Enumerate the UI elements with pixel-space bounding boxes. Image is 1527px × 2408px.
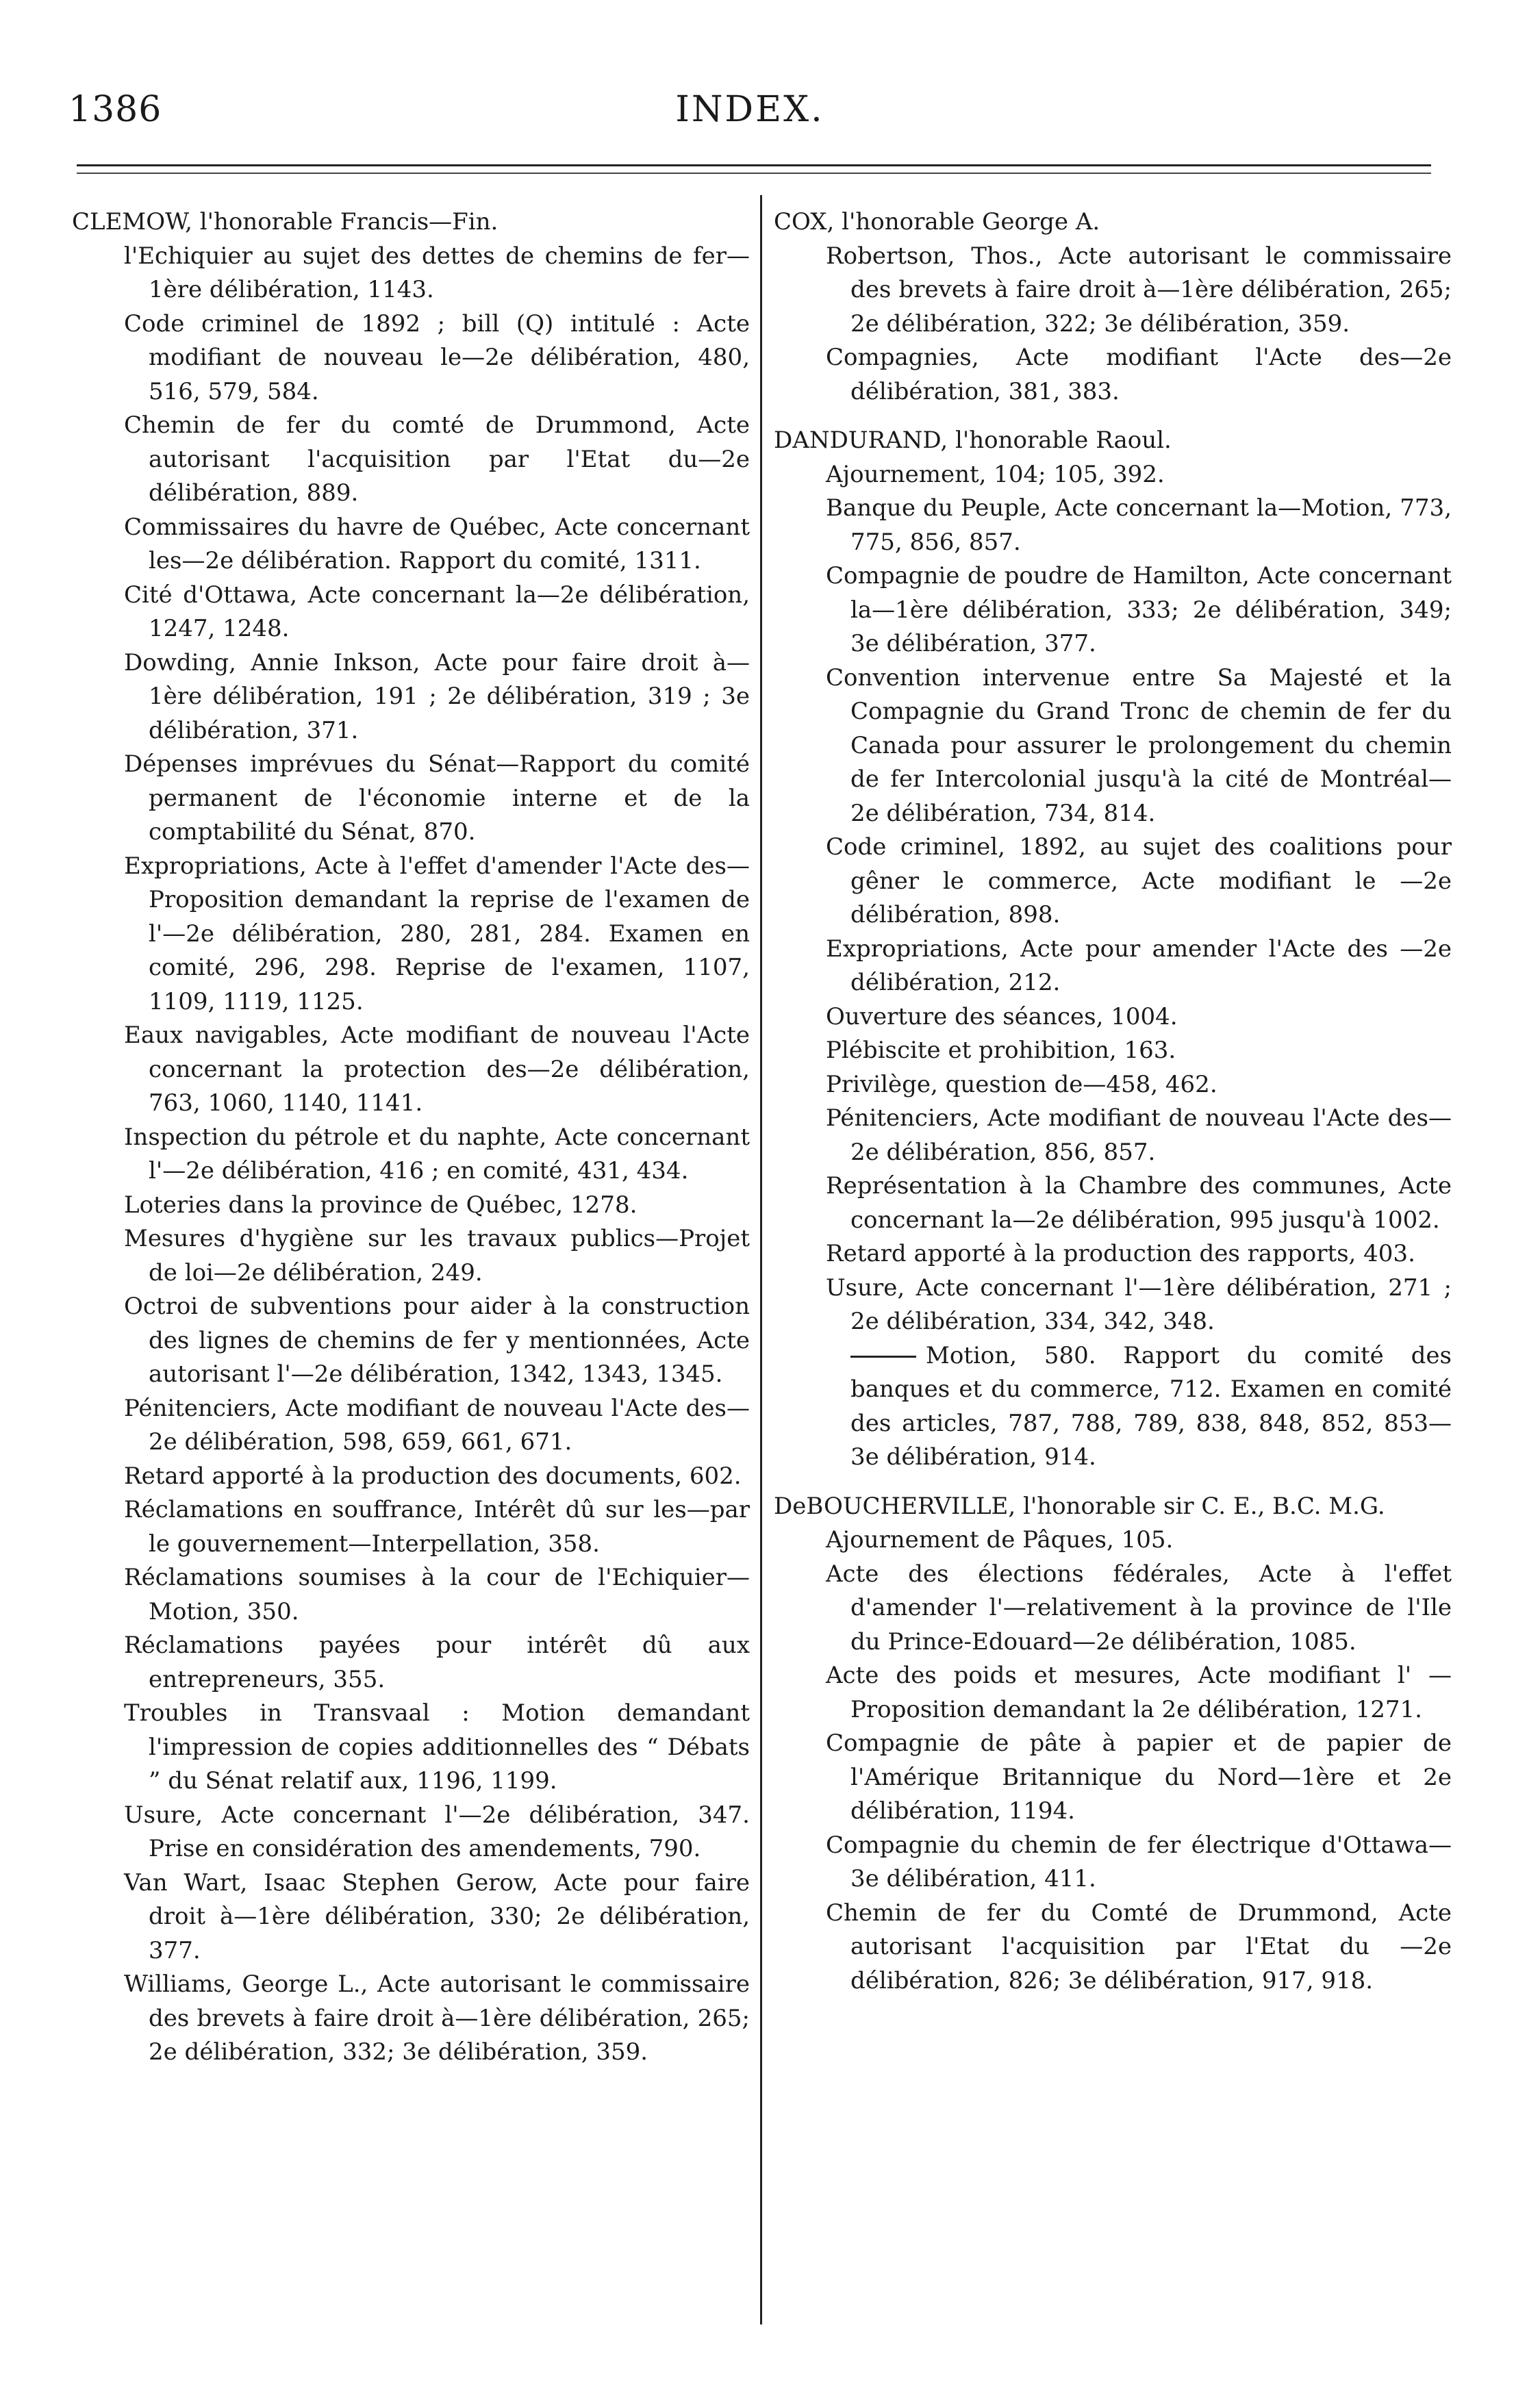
index-entry: Réclamations payées pour intérêt dû aux entrepreneurs, 355. [124, 1632, 750, 1693]
index-entry: Chemin de fer du comté de Drummond, Acte autorisant l'acquisition par l'Etat du—2e délibération, 889. [124, 411, 750, 507]
index-entry: Usure, Acte concernant l'—1ère délibération, 271 ; 2e délibération, 334, 342, 348. [826, 1273, 1452, 1335]
index-entry: Compagnie de pâte à papier et de papier de l'Amérique Britannique du Nord—1ère et 2e délibération, 1194. [826, 1729, 1452, 1825]
index-entry: Van Wart, Isaac Stephen Gerow, Acte pour faire droit à—1ère délibération, 330; 2e délibération, 377. [124, 1868, 750, 1964]
index-entry: Acte des élections fédérales, Acte à l'effet d'amender l'—relativement à la province de l'Ile du Prince-Edouard—2e délibération, 1085. [826, 1560, 1452, 1656]
index-entry: Représentation à la Chambre des communes, Acte concernant la—2e délibération, 995 jusqu'à 1002. [826, 1172, 1452, 1234]
index-entry: Retard apporté à la production des documents, 602. [124, 1462, 742, 1490]
section-spacer [774, 409, 1452, 424]
index-entry: Expropriations, Acte pour amender l'Acte des —2e délibération, 212. [826, 935, 1452, 996]
entry-heading-clemow: CLEMOW, l'honorable Francis—Fin. [72, 208, 499, 236]
index-entry: Plébiscite et prohibition, 163. [826, 1037, 1176, 1064]
index-entry: Commissaires du havre de Québec, Acte concernant les—2e délibération. Rapport du comité, 1311. [124, 513, 750, 574]
index-entry-continued [774, 1339, 1452, 1475]
running-title: INDEX. [675, 89, 824, 130]
index-entry: Expropriations, Acte à l'effet d'amender l'Acte des—Proposition demandant la reprise de l'examen de l'—2e délibération, 280, 281, 284. Examen en comité, 296, 298. Reprise de l'examen, 1107, 1109, 1119, 1125. [124, 852, 750, 1015]
index-entry: Réclamations soumises à la cour de l'Echiquier—Motion, 350. [124, 1564, 750, 1625]
ditto-dash [850, 1356, 916, 1358]
index-entry: Réclamations en souffrance, Intérêt dû sur les—par le gouvernement—Interpellation, 358. [124, 1496, 750, 1558]
index-entry: Code criminel de 1892 ; bill (Q) intitulé : Acte modifiant de nouveau le—2e délibération, 480, 516, 579, 584. [124, 309, 750, 405]
left-column [72, 205, 750, 2070]
index-entry: Ajournement, 104; 105, 392. [826, 460, 1165, 488]
index-entry: Cité d'Ottawa, Acte concernant la—2e délibération, 1247, 1248. [124, 581, 750, 642]
column-divider [760, 195, 762, 2324]
entry-heading-cox: COX, l'honorable George A. [774, 208, 1100, 236]
header-rule [77, 164, 1431, 166]
index-entry: Pénitenciers, Acte modifiant de nouveau l'Acte des—2e délibération, 598, 659, 661, 671. [124, 1394, 750, 1456]
header-rule-thin [77, 173, 1431, 174]
index-entry: Code criminel, 1892, au sujet des coalitions pour gêner le commerce, Acte modifiant le —2e délibération, 898. [826, 833, 1452, 928]
page-header [68, 68, 1431, 137]
index-entry: Mesures d'hygiène sur les travaux publics—Projet de loi—2e délibération, 249. [124, 1225, 750, 1287]
section-spacer [774, 1475, 1452, 1490]
entry-heading-deboucherville: DeBOUCHERVILLE, l'honorable sir C. E., B.C. M.G. [774, 1492, 1385, 1520]
index-entry: Williams, George L., Acte autorisant le commissaire des brevets à faire droit à—1ère délibération, 265; 2e délibération, 332; 3e délibération, 359. [124, 1970, 750, 2066]
index-entry: Acte des poids et mesures, Acte modifiant l' —Proposition demandant la 2e délibération, 1271. [826, 1662, 1452, 1723]
index-entry: Ajournement de Pâques, 105. [826, 1526, 1174, 1554]
index-entry: Dépenses imprévues du Sénat—Rapport du comité permanent de l'économie interne et de la comptabilité du Sénat, 870. [124, 750, 750, 846]
index-entry: Eaux navigables, Acte modifiant de nouveau l'Acte concernant la protection des—2e délibération, 763, 1060, 1140, 1141. [124, 1022, 750, 1117]
index-entry: Retard apporté à la production des rapports, 403. [826, 1240, 1415, 1267]
index-entry: Compagnie du chemin de fer électrique d'Ottawa—3e délibération, 411. [826, 1831, 1452, 1892]
index-entry: Compagnies, Acte modifiant l'Acte des—2e délibération, 381, 383. [826, 344, 1452, 405]
index-entry: Inspection du pétrole et du naphte, Acte concernant l'—2e délibération, 416 ; en comité, 431, 434. [124, 1123, 750, 1184]
index-entry: Octroi de subventions pour aider à la construction des lignes de chemins de fer y mentionnées, Acte autorisant l'—2e délibération, 1342, 1343, 1345. [124, 1293, 750, 1388]
index-entry: Compagnie de poudre de Hamilton, Acte concernant la—1ère délibération, 333; 2e délibération, 349; 3e délibération, 377. [826, 562, 1452, 657]
right-column [774, 205, 1452, 1998]
index-entry: Chemin de fer du Comté de Drummond, Acte autorisant l'acquisition par l'Etat du —2e délibération, 826; 3e délibération, 917, 918. [826, 1899, 1452, 1994]
index-entry-text: Motion, 580. Rapport du comité des banques et du commerce, 712. Examen en comité des articles, 787, 788, 789, 838, 848, 852, 853—3e délibération, 914. [850, 1341, 1452, 1471]
index-entry: Troubles in Transvaal : Motion demandant l'impression de copies additionnelles des “ Débats ” du Sénat relatif aux, 1196, 1199. [124, 1699, 750, 1795]
index-entry: Banque du Peuple, Acte concernant la—Motion, 773, 775, 856, 857. [826, 494, 1452, 556]
index-entry: Usure, Acte concernant l'—2e délibération, 347. Prise en considération des amendements, 790. [124, 1801, 750, 1862]
index-entry: Dowding, Annie Inkson, Acte pour faire droit à—1ère délibération, 191 ; 2e délibération, 319 ; 3e délibération, 371. [124, 648, 750, 744]
page-number: 1386 [68, 89, 162, 130]
index-entry: Robertson, Thos., Acte autorisant le commissaire des brevets à faire droit à—1ère délibération, 265; 2e délibération, 322; 3e délibération, 359. [826, 242, 1452, 338]
index-entry: Pénitenciers, Acte modifiant de nouveau l'Acte des—2e délibération, 856, 857. [826, 1104, 1452, 1166]
index-entry: Ouverture des séances, 1004. [826, 1002, 1178, 1030]
entry-heading-dandurand: DANDURAND, l'honorable Raoul. [774, 427, 1172, 454]
index-entry: Loteries dans la province de Québec, 1278. [124, 1191, 638, 1219]
index-entry: l'Echiquier au sujet des dettes de chemins de fer—1ère délibération, 1143. [124, 242, 750, 303]
index-entry: Convention intervenue entre Sa Majesté et la Compagnie du Grand Tronc de chemin de fer du Canada pour assurer le prolongement du chemin de fer Intercolonial jusqu'à la cité de Montréal—2e délibération, 734, 814. [826, 663, 1452, 827]
index-entry: Privilège, question de—458, 462. [826, 1070, 1217, 1098]
